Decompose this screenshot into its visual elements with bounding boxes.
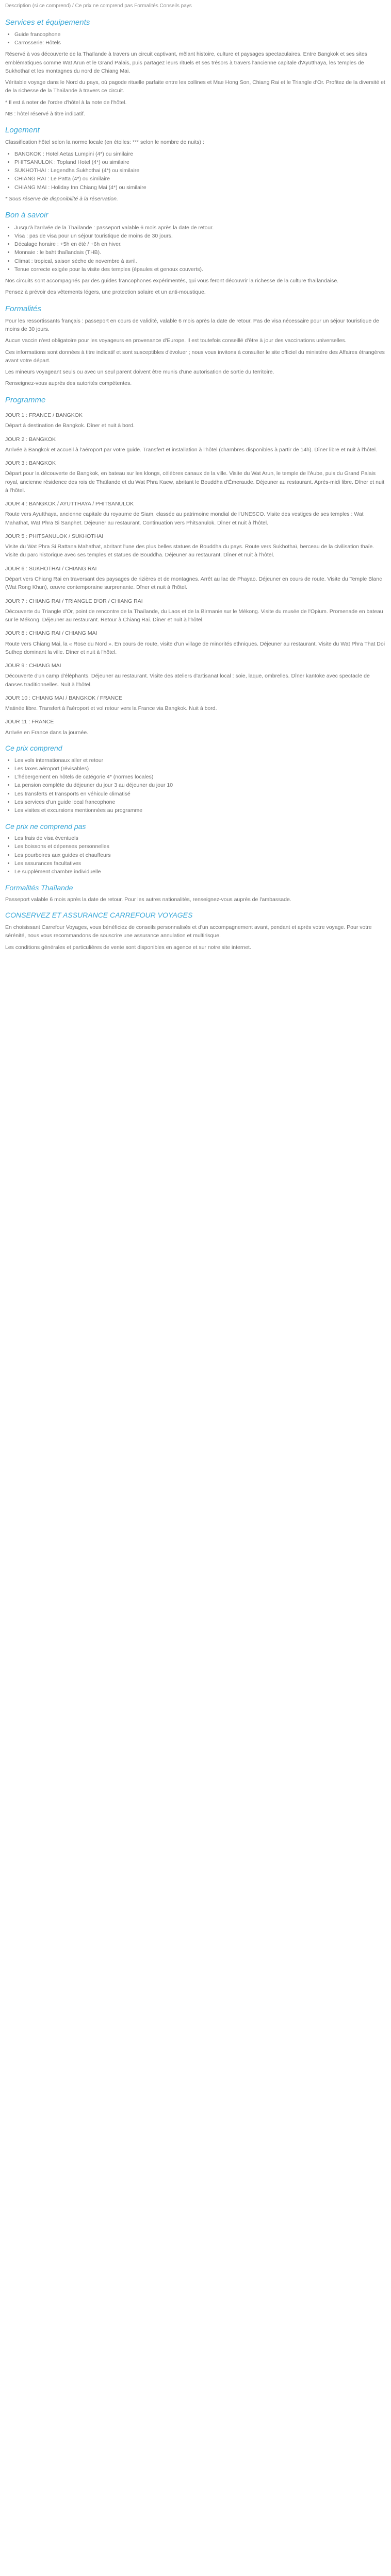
day-text: Arrivée à Bangkok et accueil à l'aéroport par votre guide. Transfert et installation à l'hôtel (chambres disponibles à partir de 14h). Dîner libre et nuit à l'hôtel.: [5, 446, 377, 453]
formalites-thailande-text: Passeport valable 6 mois après la date de retour. Pour les autres nationalités, renseignez-vous auprès de l'ambassade.: [5, 896, 291, 903]
hotel-item: • SUKHOTHAI : Legendha Sukhothai (4*) ou similaire: [14, 166, 386, 175]
includes-item: • Les vols internationaux aller et retour: [14, 756, 386, 765]
formalites-text: Renseignez-vous auprès des autorités compétentes.: [5, 380, 132, 387]
includes-item: • Les services d'un guide local francophone: [14, 798, 386, 806]
hotel-item: • BANGKOK : Hotel Aetas Lumpini (4*) ou similaire: [14, 150, 386, 158]
day-text: Départ pour la découverte de Bangkok, en bateau sur les klongs, célèbres canaux de la ville. Visite du Wat Arun, le temple de l'Aube, puis du Grand Palais royal, ancienne résidence des rois de Thaïlande et du Wat Phra Kaew, abritant le Bouddha d'Émeraude. Déjeuner au restaurant. Après-midi libre. Dîner et nuit à l'hôtel.: [5, 470, 385, 494]
formalites-text: Pour les ressortissants français : passeport en cours de validité, valable 6 mois après la date de retour. Pas de visa nécessaire pour un séjour touristique de moins de 30 jours.: [5, 317, 379, 333]
hotel-item: • CHIANG RAI : Le Patta (4*) ou similaire: [14, 175, 386, 183]
services-item: • Guide francophone: [14, 30, 386, 39]
day-label: JOUR 1 : FRANCE / BANGKOK: [5, 412, 83, 418]
conseil-text: Les conditions générales et particulières de vente sont disponibles en agence et sur notre site internet.: [5, 944, 251, 951]
price-includes-title: Ce prix comprend: [5, 743, 62, 752]
bon-item: • Tenue correcte exigée pour la visite des temples (épaules et genoux couverts).: [14, 265, 386, 274]
services-text: NB : hôtel réservé à titre indicatif.: [5, 110, 85, 117]
formalites-text: Ces informations sont données à titre indicatif et sont susceptibles d'évoluer ; nous vous invitons à consulter le site officiel du ministère des Affaires étrangères avant votre départ.: [5, 349, 385, 364]
day-label: JOUR 11 : FRANCE: [5, 719, 54, 725]
day-label: JOUR 4 : BANGKOK / AYUTTHAYA / PHITSANULOK: [5, 501, 134, 507]
programme-title: Programme: [5, 395, 46, 404]
includes-list: [14, 756, 386, 815]
day-label: JOUR 10 : CHIANG MAI / BANGKOK / FRANCE: [5, 694, 122, 701]
day-label: JOUR 5 : PHITSANULOK / SUKHOTHAI: [5, 533, 104, 539]
includes-item: • Les visites et excursions mentionnées au programme: [14, 806, 386, 815]
bon-text: Pensez à prévoir des vêtements légers, une protection solaire et un anti-moustique.: [5, 289, 206, 296]
services-item: • Carrosserie: Hôtels: [14, 39, 386, 47]
bon-text: Nos circuits sont accompagnés par des guides francophones expérimentés, qui vous feront découvrir la richesse de la culture thaïlandaise.: [5, 278, 339, 284]
excludes-item: • Les frais de visa éventuels: [14, 834, 386, 842]
logement-title: Logement: [5, 126, 40, 135]
bon-item: • Visa : pas de visa pour un séjour touristique de moins de 30 jours.: [14, 232, 386, 240]
day-text: Découverte du Triangle d'Or, point de rencontre de la Thaïlande, du Laos et de la Birmanie sur le Mékong. Visite du musée de l'Opium. Promenade en bateau sur le Mékong. Déjeuner au restaurant. Retour à Chiang Rai. Dîner et nuit à l'hôtel.: [5, 608, 383, 623]
formalites-text: Aucun vaccin n'est obligatoire pour les voyageurs en provenance d'Europe. Il est toutefois conseillé d'être à jour des vaccinations universelles.: [5, 337, 347, 344]
excludes-list: [14, 834, 386, 876]
services-text: Véritable voyage dans le Nord du pays, où pagode rituelle parfaite entre les collines et Mae Hong Son, Chiang Rai et le Triangle d'Or. Profitez de la diversité et de la richesse de la Thaïlande à travers ce circuit.: [5, 79, 385, 94]
programme: [5, 411, 386, 737]
day-label: JOUR 6 : SUKHOTHAI / CHIANG RAI: [5, 565, 97, 572]
excludes-item: • Les pourboires aux guides et chauffeurs: [14, 851, 386, 859]
day-text: Route vers Chiang Mai, la « Rose du Nord ». En cours de route, visite d'un village de minorités ethniques. Déjeuner au restaurant. Visite du Wat Phra That Doi Suthep dominant la ville. Dîner et nuit à l'hôtel.: [5, 640, 385, 655]
hotel-item: • CHIANG MAI : Holiday Inn Chiang Mai (4*) ou similaire: [14, 183, 386, 192]
day-label: JOUR 9 : CHIANG MAI: [5, 663, 61, 669]
day-text: Route vers Ayutthaya, ancienne capitale du royaume de Siam, classée au patrimoine mondial de l'UNESCO. Visite des vestiges de ses temples : Wat Mahathat, Wat Phra Si Sanphet. Déjeuner au restaurant. Continuation vers Phitsanulok. Dîner et nuit à l'hôtel.: [5, 511, 364, 526]
day-text: Départ vers Chiang Rai en traversant des paysages de rizières et de montagnes. Arrêt au lac de Phayao. Déjeuner en cours de route. Visite du Temple Blanc (Wat Rong Khun), œuvre contemporaine surprenante. Dîner et nuit à l'hôtel.: [5, 575, 382, 591]
day-text: Arrivée en France dans la journée.: [5, 729, 89, 736]
bon-a-savoir-title: Bon à savoir: [5, 211, 48, 220]
bon-item: • Climat : tropical, saison sèche de novembre à avril.: [14, 257, 386, 265]
day-text: Départ à destination de Bangkok. Dîner et nuit à bord.: [5, 422, 135, 429]
bon-item: • Monnaie : le baht thaïlandais (THB).: [14, 248, 386, 257]
day-label: JOUR 2 : BANGKOK: [5, 436, 56, 443]
page: [0, 0, 391, 965]
services-list: [14, 30, 386, 47]
formalites-title: Formalités: [5, 304, 42, 313]
day-text: Visite du Wat Phra Si Rattana Mahathat, abritant l'une des plus belles statues de Bouddha du pays. Route vers Sukhothaï, berceau de la civilisation thaïe. Visite du parc historique avec ses temples et statues de Bouddha. Déjeuner au restaurant. Dîner et nuit à l'hôtel.: [5, 544, 374, 558]
excludes-item: • Les boissons et dépenses personnelles: [14, 842, 386, 851]
includes-item: • Les transferts et transports en véhicule climatisé: [14, 790, 386, 798]
logement-list: [14, 150, 386, 192]
bon-item: • Jusqu'à l'arrivée de la Thaïlande : passeport valable 6 mois après la date de retour.: [14, 224, 386, 232]
day-text: Matinée libre. Transfert à l'aéroport et vol retour vers la France via Bangkok. Nuit à bord.: [5, 705, 217, 712]
day-text: Découverte d'un camp d'éléphants. Déjeuner au restaurant. Visite des ateliers d'artisanat local : soie, laque, ombrelles. Dîner kantoke avec spectacle de danses traditionnelles. Nuit à l'hôtel.: [5, 673, 370, 688]
conseil-text: En choisissant Carrefour Voyages, vous bénéficiez de conseils personnalisés et d'un accompagnement avant, pendant et après votre voyage. Pour votre sérénité, nous vous recommandons de souscrire une assurance annulation et multirisque.: [5, 924, 372, 939]
formalites-text: Les mineurs voyageant seuls ou avec un seul parent doivent être munis d'une autorisation de sortie du territoire.: [5, 369, 274, 376]
includes-item: • L'hébergement en hôtels de catégorie 4* (normes locales): [14, 773, 386, 781]
day-label: JOUR 7 : CHIANG RAI / TRIANGLE D'OR / CHIANG RAI: [5, 598, 143, 604]
day-label: JOUR 3 : BANGKOK: [5, 460, 56, 467]
bon-item: • Décalage horaire : +5h en été / +6h en hiver.: [14, 240, 386, 248]
services-text: * Il est à noter de l'ordre d'hôtel à la note de l'hôtel.: [5, 99, 127, 106]
services-title: Services et équipements: [5, 18, 90, 27]
bon-list: [14, 224, 386, 274]
intro-text: Description (si ce comprend) / Ce prix ne comprend pas Formalités Conseils pays: [5, 3, 192, 9]
includes-item: • Les taxes aéroport (révisables): [14, 765, 386, 773]
excludes-item: • Les assurances facultatives: [14, 859, 386, 868]
day-label: JOUR 8 : CHIANG RAI / CHIANG MAI: [5, 630, 97, 637]
excludes-item: • Le supplément chambre individuelle: [14, 868, 386, 876]
logement-note: * Sous réserve de disponibilité à la réservation.: [5, 195, 118, 202]
conseil-title: CONSERVEZ ET ASSURANCE CARREFOUR VOYAGES: [5, 911, 193, 920]
logement-intro: Classification hôtel selon la norme locale (en étoiles: *** selon le nombre de nuits) :: [5, 139, 204, 146]
includes-item: • La pension complète du déjeuner du jour 3 au déjeuner du jour 10: [14, 781, 386, 789]
services-text: Réservé à vos découverte de la Thaïlande à travers un circuit captivant, mêlant histoire, culture et paysages spectaculaires. Entre Bangkok et ses sites emblématiques comme Wat Arun et le Grand Palais, puis partagez leurs rituels et ses trésors à travers l'ancienne capitale d'Ayutthaya, les temples de Sukhothaï et les montagnes du nord de Chiang Mai.: [5, 51, 367, 74]
hotel-item: • PHITSANULOK : Topland Hotel (4*) ou similaire: [14, 158, 386, 166]
formalites-thailande-title: Formalités Thaïlande: [5, 883, 73, 892]
price-excludes-title: Ce prix ne comprend pas: [5, 822, 86, 831]
